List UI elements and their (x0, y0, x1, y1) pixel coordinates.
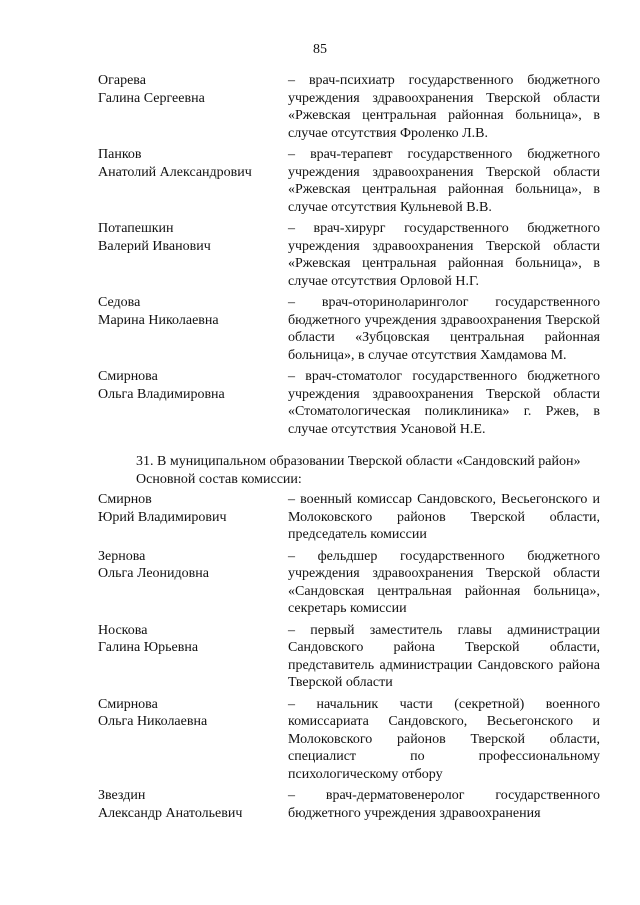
member-surname: Зернова (98, 548, 146, 564)
member-entry (98, 787, 600, 822)
member-surname: Потапешкин (98, 221, 174, 236)
member-role: – врач-оториноларинголог государственного бюджетного учреждения здравоохранения Тверской области «Зубцовская центральная районная больница», в случае отсутствия Хамдамова М. (288, 295, 600, 363)
member-given-name: Юрий Владимирович (98, 509, 227, 525)
member-given-name: Ольга Николаевна (98, 714, 208, 729)
member-entry (98, 146, 600, 216)
document-body (98, 72, 600, 826)
member-name (98, 368, 288, 438)
member-name (98, 491, 288, 544)
member-name (98, 72, 288, 142)
section-subheading: Основной состав комиссии: (136, 472, 302, 487)
member-name (98, 548, 288, 618)
member-given-name: Ольга Леонидовна (98, 566, 209, 581)
member-entry (98, 294, 600, 364)
member-given-name: Галина Юрьевна (98, 640, 199, 655)
member-entry (98, 548, 600, 618)
member-surname: Смирнова (98, 696, 158, 712)
member-role: – фельдшер государственного бюджетного учреждения здравоохранения Тверской области «Сандовская центральная районная больница», секретарь комиссии (288, 548, 600, 616)
member-entry (98, 622, 600, 692)
member-name (98, 696, 288, 784)
member-surname: Смирнова (98, 369, 158, 384)
member-role: – военный комиссар Сандовского, Весьегонского и Молоковского районов Тверской области, председатель комиссии (288, 492, 600, 542)
member-given-name: Ольга Владимировна (98, 386, 225, 402)
member-role: – начальник части (секретной) военного комиссариата Сандовского, Весьегонского и Молоковского районов Тверской области, специалист по профессиональному психологическому отбору (288, 696, 600, 782)
member-name (98, 622, 288, 692)
member-entry (98, 368, 600, 438)
member-entry (98, 491, 600, 544)
member-role: – врач-хирург государственного бюджетного учреждения здравоохранения Тверской области «Ржевская центральная районная больница», в случае отсутствия Орловой Н.Г. (288, 221, 600, 289)
member-name (98, 146, 288, 216)
member-given-name: Анатолий Александрович (98, 164, 252, 180)
member-surname: Смирнов (98, 492, 152, 507)
member-surname: Панков (98, 147, 142, 162)
member-role: – первый заместитель главы администрации Сандовского района Тверской области, представитель администрации Сандовского района Тверской области (288, 622, 600, 690)
section-heading: 31. В муниципальном образовании Тверской области «Сандовский район» (136, 454, 581, 469)
member-entry (98, 72, 600, 142)
page-number: 85 (313, 42, 327, 57)
member-given-name: Марина Николаевна (98, 312, 219, 328)
member-surname: Огарева (98, 73, 146, 88)
member-name (98, 294, 288, 364)
member-name (98, 787, 288, 822)
member-role: – врач-дерматовенеролог государственного бюджетного учреждения здравоохранения (288, 788, 600, 821)
member-role: – врач-психиатр государственного бюджетного учреждения здравоохранения Тверской области «Ржевская центральная районная больница», в случае отсутствия Фроленко Л.В. (288, 73, 600, 141)
member-given-name: Валерий Иванович (98, 238, 211, 254)
member-entry (98, 220, 600, 290)
member-given-name: Александр Анатольевич (98, 805, 243, 821)
member-role: – врач-стоматолог государственного бюджетного учреждения здравоохранения Тверской области «Стоматологическая поликлиника» г. Ржев, в случае отсутствия Усановой Н.Е. (288, 369, 600, 437)
member-surname: Носкова (98, 622, 148, 638)
member-surname: Звездин (98, 788, 146, 803)
member-given-name: Галина Сергеевна (98, 90, 205, 106)
member-role: – врач-терапевт государственного бюджетного учреждения здравоохранения Тверской области «Ржевская центральная районная больница», в случае отсутствия Кульневой В.В. (288, 147, 600, 215)
member-surname: Седова (98, 295, 141, 310)
member-entry (98, 696, 600, 784)
member-name (98, 220, 288, 290)
